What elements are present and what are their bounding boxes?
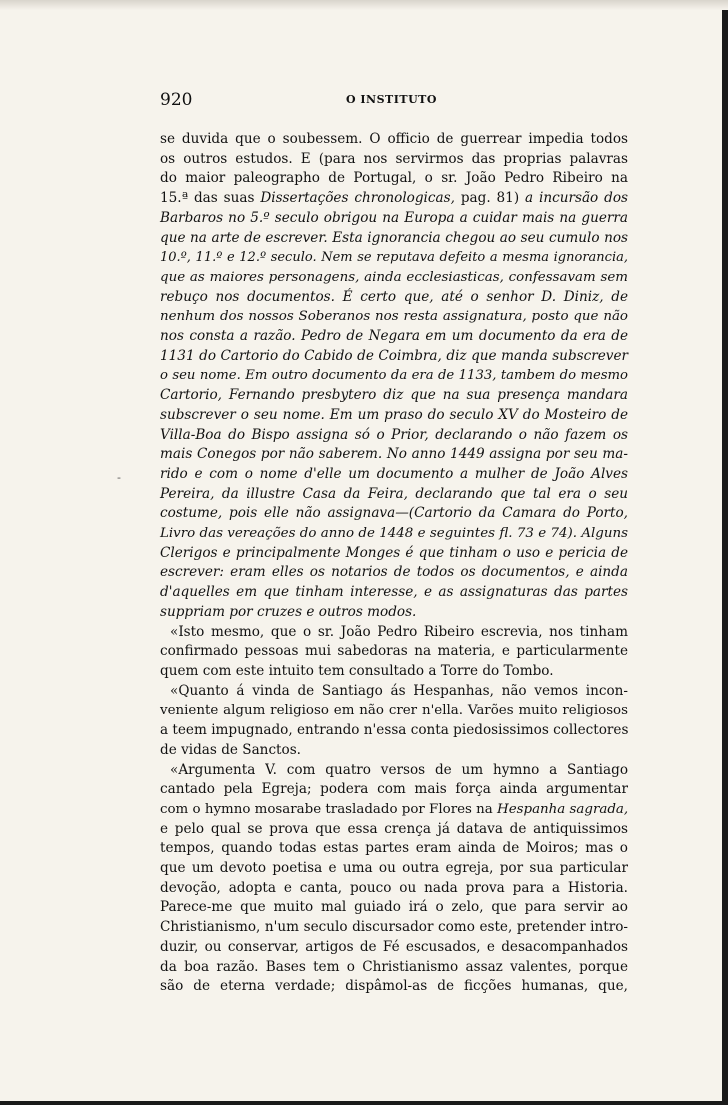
running-title: O INSTITUTO: [346, 93, 437, 106]
paragraph-2: [160, 623, 628, 682]
text-line: cantado pela Egreja; podera com mais força ainda argumentar: [160, 781, 628, 798]
text-line: do maior paleographo de Portugal, o sr. João Pedro Ribeiro na: [160, 170, 628, 187]
page-edge-shadow: [0, 0, 728, 10]
text-line: «Quanto á vinda de Santiago ás Hespanhas, não vemos incon-: [170, 682, 628, 699]
quotation-line: 10.º, 11.º e 12.º seculo. Nem se reputava defeito a mesma ignorancia,: [160, 250, 628, 266]
quotation-line: mais Conegos por não saberem. No anno 1449 assigna por seu ma-: [160, 446, 628, 463]
text-line-mixed: [160, 189, 628, 209]
text-run: com o hymno mosarabe trasladado por Flores na: [160, 801, 493, 817]
quotation-line: Livro das vereações do anno de 1448 e seguintes fl. 73 e 74). Alguns: [160, 526, 628, 542]
text-line: duzir, ou conservar, artigos de Fé escusados, e desacompanhados: [160, 938, 628, 955]
text-line: devoção, adopta e canta, pouco ou nada prova para a Historia.: [160, 879, 628, 896]
text-line-mixed: [160, 800, 628, 820]
quotation-line: Barbaros no 5.º seculo obrigou na Europa a cuidar mais na guerra: [160, 209, 628, 226]
quotation-line: nenhum dos nossos Soberanos nos resta assignatura, posto que não: [160, 309, 628, 325]
text-line: a teem impugnado, entrando n'essa conta piedosissimos collectores: [160, 722, 629, 739]
quotation-line: d'aquelles em que tinham interesse, e as assignaturas das partes: [160, 584, 628, 601]
quotation-line: Villa-Boa do Bispo assigna só o Prior, declarando o não fazem os: [160, 426, 628, 443]
paragraph-3: [160, 682, 628, 761]
quotation-line: costume, pois elle não assignava—(Cartorio da Camara do Porto,: [160, 505, 628, 522]
quotation-run: a incursão dos: [525, 190, 628, 207]
body-text: [160, 130, 628, 997]
text-line: tempos, quando todas estas partes eram ainda de Moiros; mas o: [160, 840, 628, 857]
quotation-line: rebuço nos documentos. É certo que, até o senhor D. Diniz, de: [160, 288, 628, 305]
quotation-line: que as maiores personagens, ainda ecclesiasticas, confessavam sem: [160, 269, 628, 285]
quotation-line: suppriam por cruzes e outros modos.: [160, 603, 417, 620]
margin-mark: -: [117, 471, 121, 484]
page-header: [160, 90, 630, 110]
text-line: «Argumenta V. com quatro versos de um hymno a Santiago: [170, 761, 628, 778]
book-title: Hespanha sagrada,: [497, 801, 629, 817]
paragraph-1: [160, 130, 628, 623]
text-line: veniente algum religioso em não crer n'ella. Varões muito religiosos: [160, 703, 628, 719]
paragraph-4: [160, 761, 628, 997]
quotation-line: escrever: eram elles os notarios de todos os documentos, e ainda: [160, 564, 628, 581]
text-line: Parece-me que muito mal guiado irá o zelo, que para servir ao: [160, 899, 628, 916]
text-line: quem com este intuito tem consultado a Torre do Tombo.: [160, 662, 554, 679]
page-number: 920: [160, 90, 193, 110]
quotation-line: Clerigos e principalmente Monges é que tinham o uso e pericia de: [160, 544, 628, 561]
text-line: que um devoto poetisa e uma ou outra egreja, por sua particular: [160, 860, 628, 877]
quotation-line: Pereira, da illustre Casa da Feira, declarando que tal era o seu: [160, 485, 628, 502]
quotation-line: Cartorio, Fernando presbytero diz que na sua presença mandara: [160, 387, 628, 404]
text-line: os outros estudos. E (para nos servirmos das proprias palavras: [160, 150, 628, 167]
quotation-line: subscrever o seu nome. Em um praso do seculo XV do Mosteiro de: [160, 406, 628, 423]
quotation-line: o seu nome. Em outro documento da era de 1133, tambem do mesmo: [160, 368, 628, 384]
book-title: Dissertações chronologicas,: [260, 190, 455, 207]
text-line: da boa razão. Bases tem o Christianismo assaz valentes, porque: [160, 958, 628, 975]
text-line: «Isto mesmo, que o sr. João Pedro Ribeiro escrevia, nos tinham: [170, 623, 628, 640]
text-line: Christianismo, n'um seculo discursador como este, pretender intro-: [160, 919, 628, 936]
text-line: são de eterna verdade; dispâmol-as de ficções humanas, que,: [160, 978, 628, 995]
text-run: 15.ª das suas: [160, 190, 255, 207]
text-line: confirmado pessoas mui sabedoras na materia, e particularmente: [160, 643, 628, 660]
quotation-line: nos consta a razão. Pedro de Negara em um documento da era de: [160, 328, 628, 345]
text-line: se duvida que o soubessem. O officio de guerrear impedia todos: [160, 131, 628, 147]
text-line: de vidas de Sanctos.: [160, 741, 301, 758]
text-line: e pelo qual se prova que essa crença já datava de antiquissimos: [160, 820, 628, 837]
quotation-line: 1131 do Cartorio do Cabido de Coimbra, diz que manda subscrever: [160, 347, 628, 364]
text-run: pag. 81): [460, 190, 520, 207]
quotation-line: que na arte de escrever. Esta ignorancia chegou ao seu cumulo nos: [160, 229, 628, 246]
quotation-line: rido e com o nome d'elle um documento a mulher de João Alves: [160, 465, 628, 482]
